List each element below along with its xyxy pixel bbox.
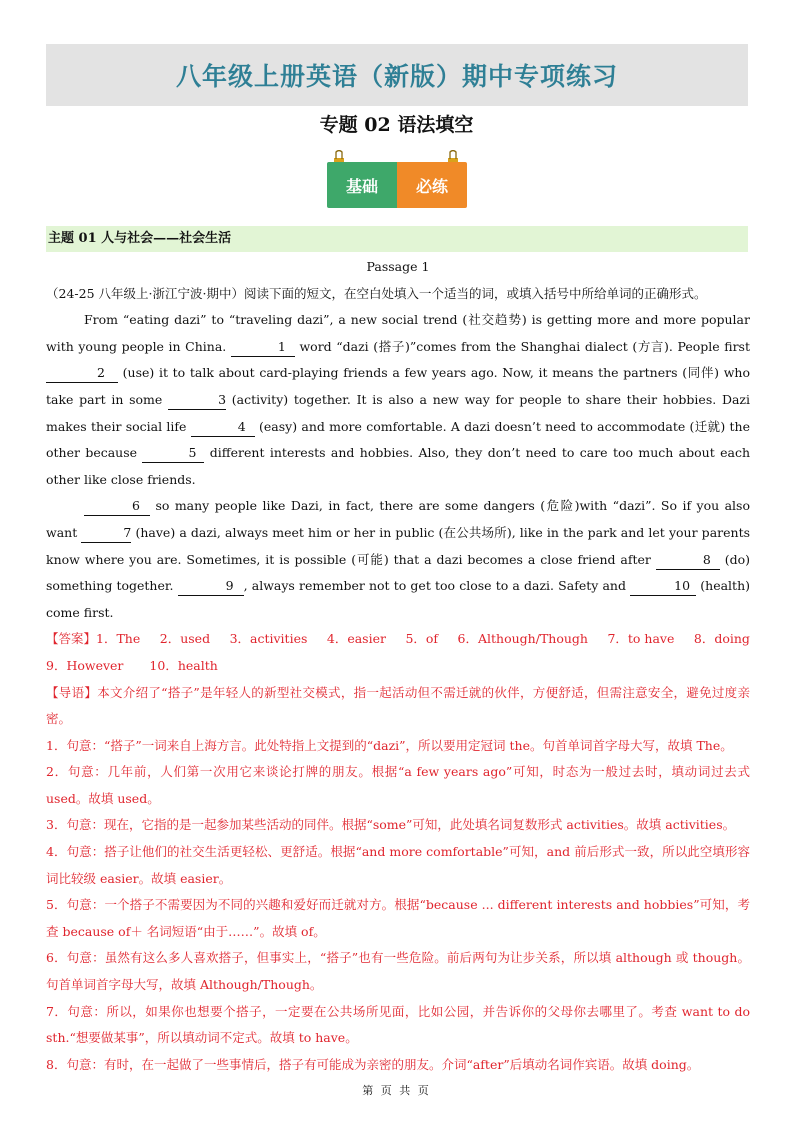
- explanation-4: 4．句意：搭子让他们的社交生活更轻松、更舒适。根据“and more comfortable”可知，and 前后形式一致，所以此空填形容词比较级 easier。故填 easier。: [46, 844, 750, 886]
- passage-paragraph-1: [46, 307, 750, 493]
- passage-text: , always remember not to get too close to a dazi. Safety and: [243, 578, 631, 594]
- explanation-2: 2．句意：几年前，人们第一次用它来谈论打牌的朋友。根据“a few years ago”可知，时态为一般过去时，填动词过去式 used。故填 used。: [46, 764, 750, 806]
- guide-label: 【导语】: [46, 684, 98, 700]
- answer-item-1: [46, 626, 140, 653]
- badge-left-label: 基础: [327, 162, 397, 208]
- blank-2[interactable]: 2: [46, 364, 118, 383]
- topic-subtitle: 专题 02 语法填空: [319, 114, 474, 136]
- blank-4[interactable]: 4: [191, 418, 255, 437]
- explanation-1: 1．句意：“搭子”一词来自上海方言。此处特指上文提到的“dazi”，所以要用定冠词 the。句首单词首字母大写，故填 The。: [46, 737, 733, 753]
- basic-practice-badge: [323, 150, 473, 214]
- passage-text: so many people like Dazi, in fact, there are some dangers (危险)with “dazi”. So if you also want: [46, 498, 750, 540]
- passage-text: (easy) and more comfortable. A dazi doesn’t need to accommodate (迁就) the other because: [46, 418, 750, 461]
- blank-9[interactable]: 9: [178, 577, 244, 596]
- passage-text: different interests and hobbies. Also, they don’t need to care too much about each other like close friends.: [46, 445, 751, 487]
- explanation-8: 8．句意：有时，在一起做了一些事情后，搭子有可能成为亲密的朋友。介词“after”后填动名词作宾语。故填 doing。: [46, 1056, 700, 1072]
- blank-3[interactable]: 3: [168, 391, 226, 410]
- blank-7[interactable]: 7: [81, 524, 131, 543]
- explanation-6: 6．句意：虽然有这么多人喜欢搭子，但事实上，“搭子”也有一些危险。前后两句为让步关系，所以填 although 或 though。句首单词首字母大写，故填 Although/Though。: [46, 950, 750, 993]
- passage-text: (activity) together. It is also a new way for people to share their hobbies. Dazi makes their social life: [46, 391, 750, 434]
- page-title-banner: [46, 44, 748, 106]
- answer-value: 1．The: [96, 631, 141, 647]
- answer-item-7: 7．to have: [607, 631, 675, 647]
- passage-text: (health) come first.: [46, 578, 751, 620]
- answer-item-2: 2．used: [159, 631, 211, 647]
- answer-item-9: 9．However: [46, 657, 124, 673]
- passage-text: (have) a dazi, always meet him or her in public (在公共场所), like in the park and let your parents know where you are. Sometimes, it is possible (可能) that a dazi becomes a close friend after: [46, 524, 751, 567]
- badge-body: [327, 162, 467, 208]
- answer-label: 【答案】: [46, 631, 97, 647]
- answer-item-8: 8．doing: [693, 631, 750, 647]
- explanation-5: 5．句意：一个搭子不需要因为不同的兴趣和爱好而迁就对方。根据“because ... different interests and hobbies”可知，考查 because of＋ 名词短语“由于……”。故填 of。: [46, 897, 750, 939]
- passage-text: (do) something together.: [46, 551, 750, 594]
- badge-right-label: 必练: [397, 162, 467, 208]
- blank-10[interactable]: 10: [630, 577, 696, 596]
- page-footer: 第 页 共 页: [362, 1084, 431, 1097]
- blank-1[interactable]: 1: [231, 338, 295, 357]
- main-content: [46, 254, 750, 1078]
- passage-text: word “dazi (搭子)”comes from the Shanghai dialect (方言). People first: [294, 338, 750, 354]
- answer-item-5: 5．of: [405, 631, 439, 647]
- topic-heading: 主题 01 人与社会——社会生活: [46, 226, 748, 252]
- passage-instructions: （24-25 八年级上·浙江宁波·期中）阅读下面的短文，在空白处填入一个适当的词，或填入括号中所给单词的正确形式。: [46, 285, 707, 301]
- answer-item-4: 4．easier: [326, 631, 386, 647]
- guide-text: 本文介绍了“搭子”是年轻人的新型社交模式，指一起活动但不需迁就的伙伴，方便舒适，但需注意安全，避免过度亲密。: [46, 684, 750, 727]
- passage-text: From “eating dazi” to “traveling dazi”, a new social trend (社交趋势) is getting more and more popular with young people in China.: [46, 312, 750, 354]
- explanation-3: 3．句意：现在，它指的是一起参加某些活动的同伴。根据“some”可知，此处填名词复数形式 activities。故填 activities。: [46, 817, 736, 833]
- answer-item-6: 6．Although/Though: [457, 631, 588, 647]
- guide-paragraph: [46, 680, 750, 733]
- passage-paragraph-2: [46, 493, 750, 626]
- answer-item-10: 10．health: [149, 657, 218, 673]
- page-title: 八年级上册英语（新版）期中专项练习: [175, 62, 618, 91]
- blank-5[interactable]: 5: [142, 444, 204, 463]
- answer-row: [46, 626, 750, 653]
- passage-heading: Passage 1: [366, 259, 430, 274]
- explanation-7: 7．句意：所以，如果你也想要个搭子，一定要在公共场所见面，比如公园，并告诉你的父母你去哪里了。考查 want to do sth.“想要做某事”，所以填动词不定式。故填 to have。: [46, 1003, 750, 1046]
- answer-item-3: 3．activities: [229, 631, 308, 647]
- answer-row-2: [46, 653, 750, 680]
- blank-6[interactable]: 6: [84, 497, 150, 516]
- blank-8[interactable]: 8: [656, 551, 720, 570]
- passage-text: (use) it to talk about card-playing friends a few years ago. Now, it means the partners (同伴) who take part in some: [46, 365, 750, 407]
